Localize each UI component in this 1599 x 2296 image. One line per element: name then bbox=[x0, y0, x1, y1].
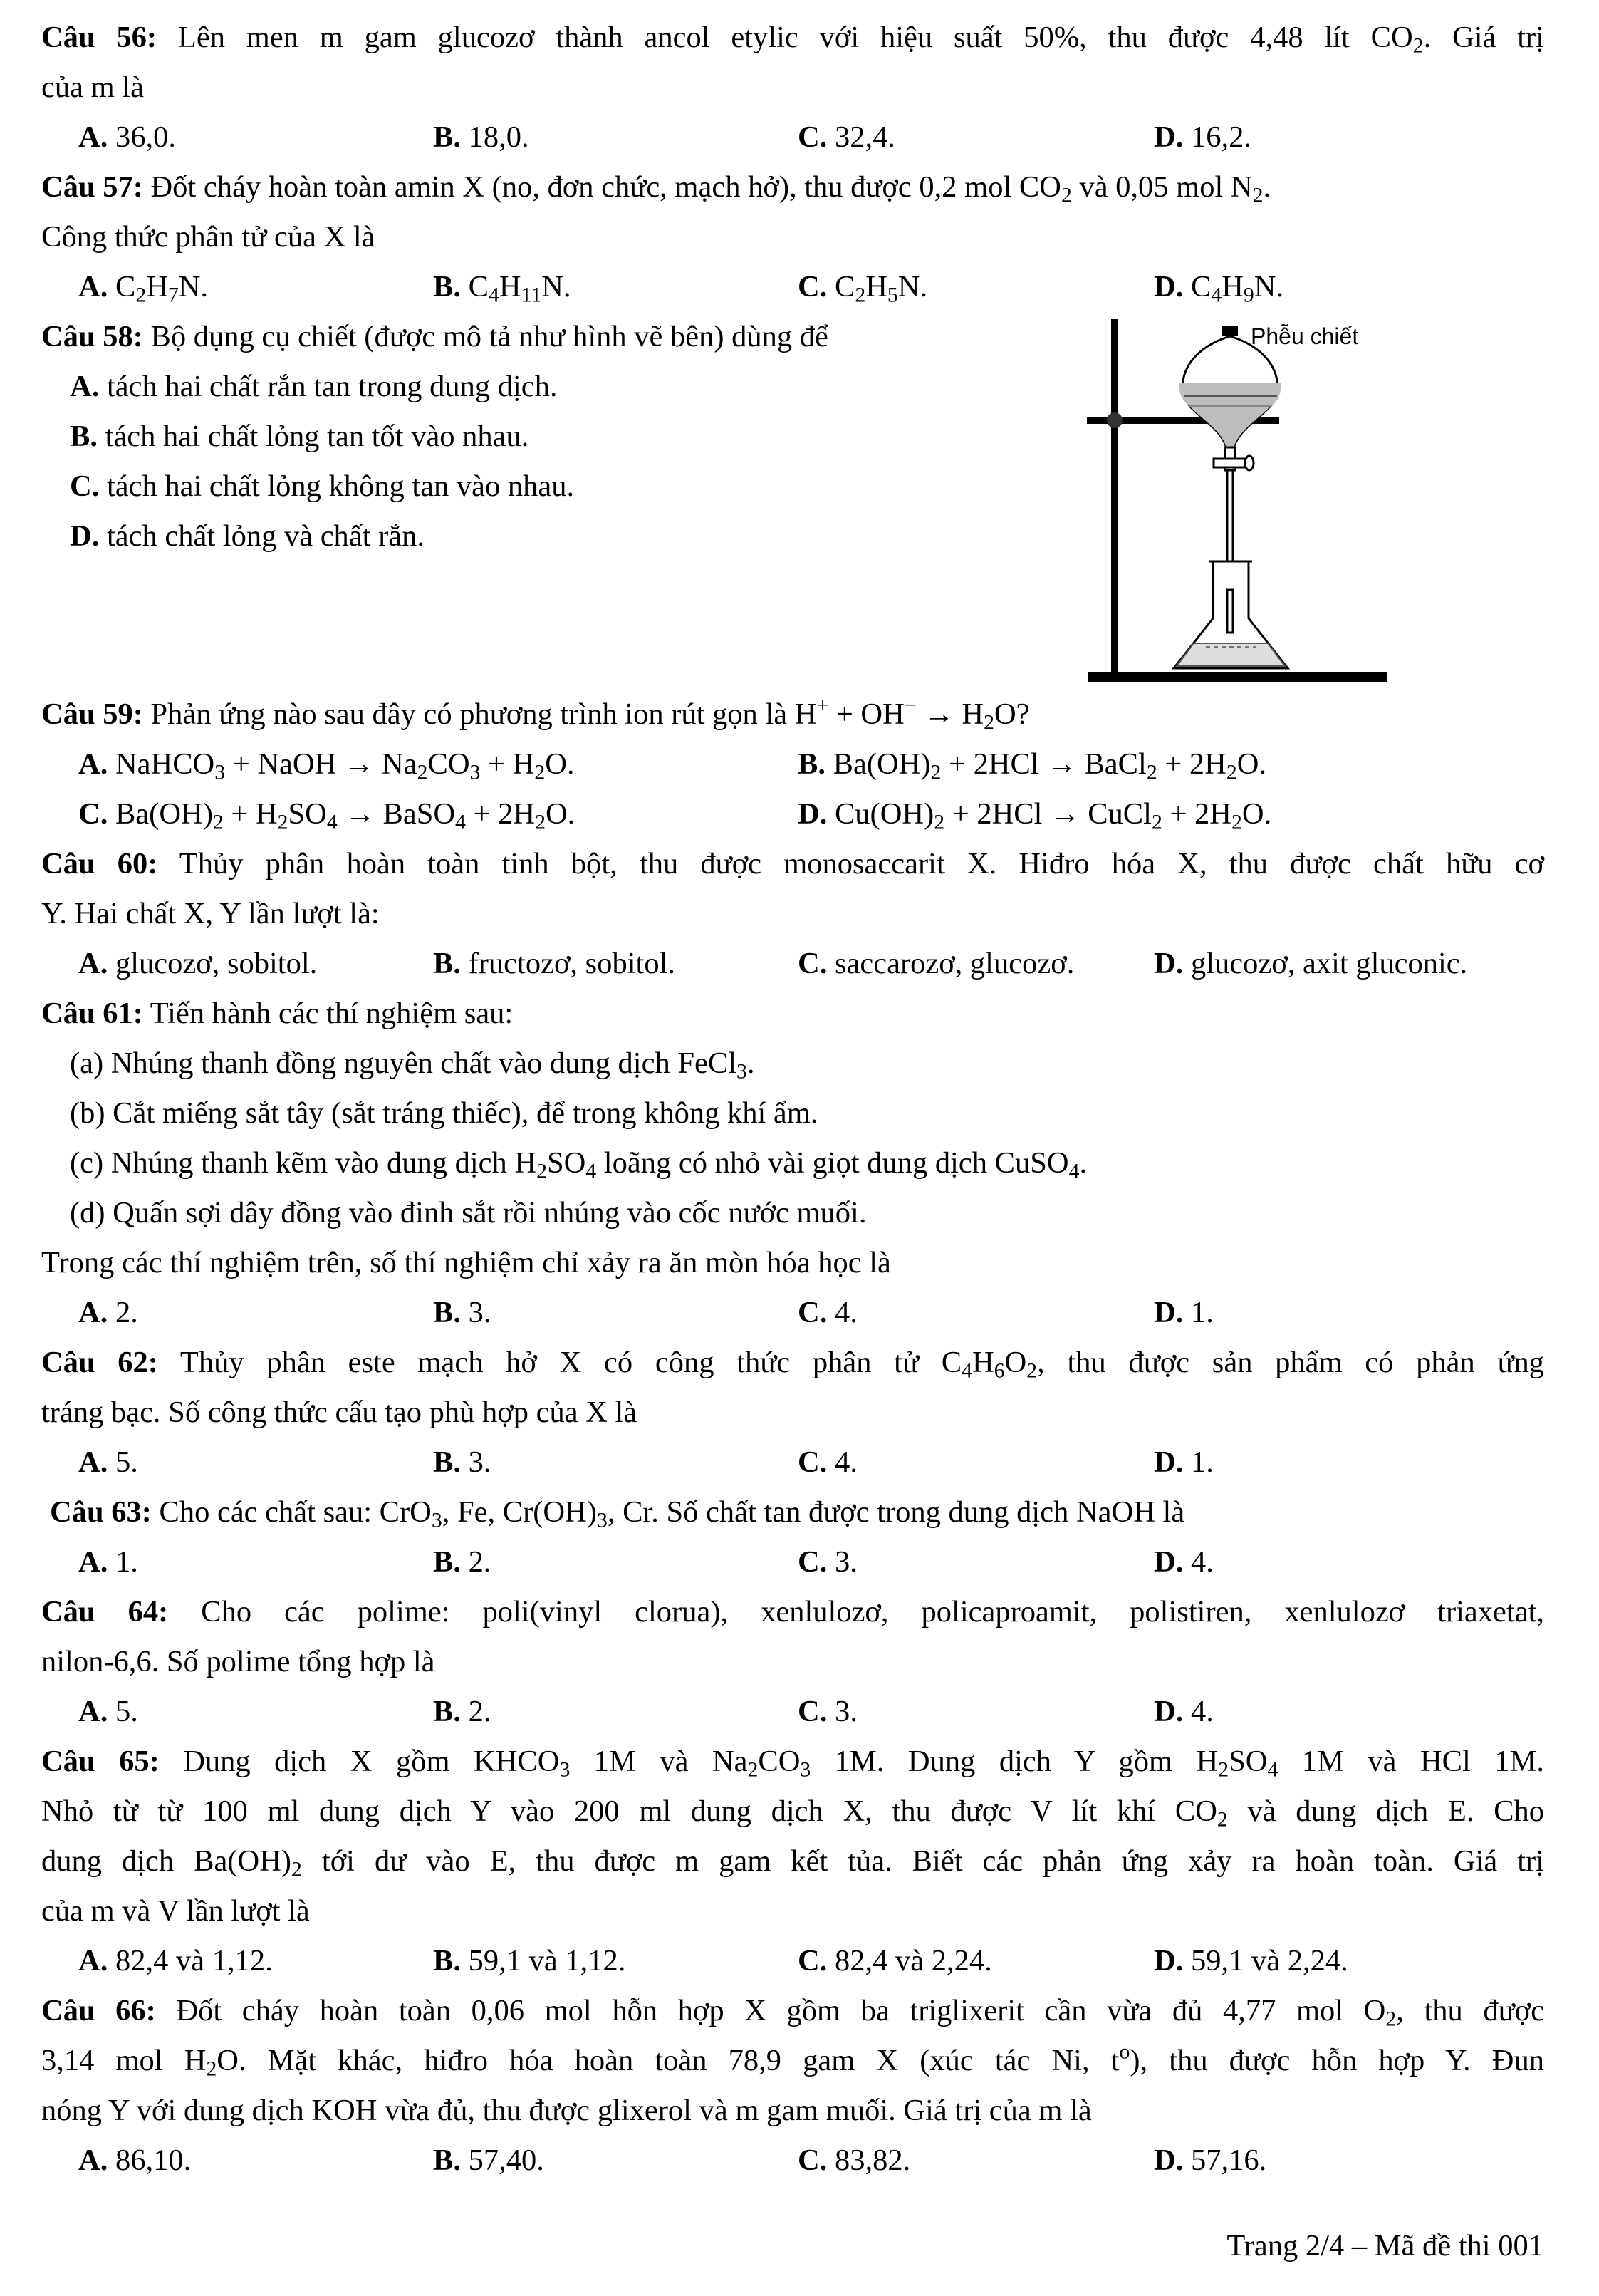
q61-question: Trong các thí nghiệm trên, số thí nghiệm chỉ xảy ra ăn mòn hóa học là bbox=[41, 1246, 891, 1279]
q57-option-b[interactable]: B. $C_4H_{11}N$. bbox=[433, 270, 571, 307]
q61-option-d[interactable]: D. 1. bbox=[1154, 1296, 1214, 1329]
q56-option-d[interactable]: D. 16,2. bbox=[1154, 120, 1251, 154]
separatory-funnel-figure bbox=[1067, 312, 1395, 690]
q65-stem-line3: dung dịch $Ba(OH)_2$ tới dư vào E, thu được m gam kết tủa. Biết các phản ứng xảy ra hoàn toàn. Giá trị bbox=[41, 1844, 1544, 1881]
q56-option-a[interactable]: A. 36,0. bbox=[78, 120, 176, 154]
page-footer: Trang 2/4 – Mã đề thi 001 bbox=[1226, 2229, 1543, 2263]
exam-page bbox=[41, 13, 1544, 2186]
q58-option-b[interactable]: B. tách hai chất lỏng tan tốt vào nhau. bbox=[70, 420, 529, 453]
q64-options bbox=[41, 1687, 1544, 1737]
q60-option-a[interactable]: A. glucozơ, sobitol. bbox=[78, 947, 318, 980]
q65-option-b[interactable]: B. 59,1 và 1,12. bbox=[433, 1944, 626, 1978]
q60-option-b[interactable]: B. fructozơ, sobitol. bbox=[433, 947, 676, 980]
q59-option-a[interactable]: A. NaHCO$_3$ + NaOH → $Na_2CO_3 + H_2O$. bbox=[78, 747, 575, 784]
q65-options bbox=[41, 1936, 1544, 1986]
q57-options bbox=[41, 262, 1544, 312]
q59-option-d[interactable]: D. $Cu(OH)_2 + 2HCl$ → CuCl$_2$ + $2H_2O$. bbox=[798, 797, 1272, 834]
q65-option-c[interactable]: C. 82,4 và 2,24. bbox=[798, 1944, 992, 1978]
stand-base bbox=[1088, 672, 1387, 682]
q66-stem-line2: 3,14 mol $H_2O$. Mặt khác, hiđro hóa hoàn toàn 78,9 gam X (xúc tác Ni, $t^o$), thu được hỗn hợp Y. Đun bbox=[41, 2040, 1544, 2081]
q61-item-c: (c) Nhúng thanh kẽm vào dung dịch $H_2SO_4$ loãng có nhỏ vài giọt dung dịch CuSO$_4$. bbox=[70, 1146, 1088, 1183]
clamp-screw bbox=[1107, 412, 1123, 428]
q62-option-c[interactable]: C. 4. bbox=[798, 1445, 858, 1479]
q63-option-d[interactable]: D. 4. bbox=[1154, 1545, 1214, 1579]
q63-options bbox=[41, 1537, 1544, 1587]
q60-option-d[interactable]: D. glucozơ, axit gluconic. bbox=[1154, 947, 1468, 980]
q63-stem: Câu 63: Cho các chất sau: CrO$_3$, Fe, $Cr(OH)_3$, Cr. Số chất tan được trong dung dịch NaOH là bbox=[50, 1495, 1185, 1532]
q59-options-row2 bbox=[41, 789, 1544, 839]
q59-option-b[interactable]: B. $Ba(OH)_2 + 2HCl$ → BaCl$_2$ + $2H_2O$. bbox=[798, 747, 1267, 784]
q56-stem: Câu 56: Lên men m gam glucozơ thành ancol etylic với hiệu suất 50%, thu được 4,48 lít $CO_2$. Giá trị bbox=[41, 21, 1544, 58]
q59-option-c[interactable]: C. $Ba(OH)_2 + H_2SO_4$ → BaSO$_4$ + $2H_2O$. bbox=[78, 797, 575, 834]
q65-stem-line2: Nhỏ từ từ 100 ml dung dịch Y vào 200 ml dung dịch X, thu được V lít khí $CO_2$ và dung dịch E. Cho bbox=[41, 1794, 1544, 1832]
q63-option-a[interactable]: A. 1. bbox=[78, 1545, 138, 1579]
q64-option-d[interactable]: D. 4. bbox=[1154, 1695, 1214, 1728]
q66-option-c[interactable]: C. 83,82. bbox=[798, 2144, 911, 2177]
q62-options bbox=[41, 1438, 1544, 1487]
q63-option-c[interactable]: C. 3. bbox=[798, 1545, 858, 1579]
q66-stem-line3: nóng Y với dung dịch KOH vừa đủ, thu được glixerol và m gam muối. Giá trị của m là bbox=[41, 2094, 1092, 2127]
q58-option-a[interactable]: A. tách hai chất rắn tan trong dung dịch. bbox=[70, 370, 558, 403]
q60-option-c[interactable]: C. saccarozơ, glucozơ. bbox=[798, 947, 1075, 980]
q62-option-b[interactable]: B. 3. bbox=[433, 1445, 491, 1479]
stopcock bbox=[1214, 459, 1246, 467]
q58-block bbox=[41, 312, 1544, 690]
q66-option-b[interactable]: B. 57,40. bbox=[433, 2144, 544, 2177]
q64-option-b[interactable]: B. 2. bbox=[433, 1695, 491, 1728]
q64-stem-line2: nilon-6,6. Số polime tổng hợp là bbox=[41, 1645, 435, 1678]
q58-stem: Câu 58: Bộ dụng cụ chiết (được mô tả như hình vẽ bên) dùng để bbox=[41, 320, 828, 353]
q60-stem-line2: Y. Hai chất X, Y lần lượt là: bbox=[41, 897, 380, 930]
q59-options-row1 bbox=[41, 739, 1544, 789]
q56-option-c[interactable]: C. 32,4. bbox=[798, 120, 895, 154]
q56-stem-line2: của m là bbox=[41, 71, 144, 104]
q66-options bbox=[41, 2136, 1544, 2186]
q56-options bbox=[41, 113, 1544, 162]
q65-option-d[interactable]: D. 59,1 và 2,24. bbox=[1154, 1944, 1348, 1978]
q57-stem: Câu 57: Đốt cháy hoàn toàn amin X (no, đơn chức, mạch hở), thu được 0,2 mol $CO_2$ và 0,05 mol $N_2$. bbox=[41, 170, 1271, 207]
q64-stem: Câu 64: Cho các polime: poli(vinyl clorua), xenlulozơ, policaproamit, polistiren, xenlulozơ triaxetat, bbox=[41, 1595, 1545, 1629]
q62-stem: Câu 62: Thủy phân este mạch hở X có công thức phân tử $C_4H_6O_2$, thu được sản phẩm có phản ứng bbox=[41, 1346, 1544, 1383]
q61-item-d: (d) Quấn sợi dây đồng vào đinh sắt rồi nhúng vào cốc nước muối. bbox=[70, 1196, 867, 1230]
q61-option-c[interactable]: C. 4. bbox=[798, 1296, 858, 1329]
q56-option-b[interactable]: B. 18,0. bbox=[433, 120, 529, 154]
q61-option-b[interactable]: B. 3. bbox=[433, 1296, 491, 1329]
q58-option-d[interactable]: D. tách chất lỏng và chất rắn. bbox=[70, 519, 425, 553]
funnel-liquid bbox=[1179, 383, 1281, 447]
q65-stem-line4: của m và V lần lượt là bbox=[41, 1894, 310, 1928]
q57-option-d[interactable]: D. $C_4H_9N$. bbox=[1154, 270, 1284, 307]
q60-options bbox=[41, 939, 1544, 989]
q65-option-a[interactable]: A. 82,4 và 1,12. bbox=[78, 1944, 273, 1978]
q58-option-c[interactable]: C. tách hai chất lỏng không tan vào nhau. bbox=[70, 469, 575, 503]
q59-stem: Câu 59: Phản ứng nào sau đây có phương trình ion rút gọn là $H^+ + OH^- \to H_2O$? bbox=[41, 693, 1030, 734]
funnel-stopper bbox=[1222, 326, 1238, 336]
q57-option-c[interactable]: C. $C_2H_5N$. bbox=[798, 270, 928, 307]
stand-rod bbox=[1111, 319, 1118, 675]
q61-item-b: (b) Cắt miếng sắt tây (sắt tráng thiếc), để trong không khí ẩm. bbox=[70, 1096, 818, 1130]
q66-option-d[interactable]: D. 57,16. bbox=[1154, 2144, 1267, 2177]
q63-option-b[interactable]: B. 2. bbox=[433, 1545, 491, 1579]
q64-option-c[interactable]: C. 3. bbox=[798, 1695, 858, 1728]
q61-option-a[interactable]: A. 2. bbox=[78, 1296, 138, 1329]
q60-stem: Câu 60: Thủy phân hoàn toàn tinh bột, thu được monosaccarit X. Hiđro hóa X, thu được chất hữu cơ bbox=[41, 847, 1544, 881]
q57-option-a[interactable]: A. $C_2H_7N$. bbox=[78, 270, 209, 307]
separatory-funnel-drawing bbox=[1067, 312, 1395, 690]
q65-stem: Câu 65: Dung dịch X gồm $KHCO_3$ 1M và $Na_2CO_3$ 1M. Dung dịch Y gồm $H_2SO_4$ 1M và HCl 1M. bbox=[41, 1745, 1544, 1782]
q66-stem: Câu 66: Đốt cháy hoàn toàn 0,06 mol hỗn hợp X gồm ba triglixerit cần vừa đủ 4,77 mol $O_2$, thu được bbox=[41, 1994, 1544, 2031]
funnel-stem-in-flask bbox=[1227, 590, 1233, 633]
figure-label: Phễu chiết bbox=[1251, 323, 1359, 349]
q61-options bbox=[41, 1288, 1544, 1338]
q64-option-a[interactable]: A. 5. bbox=[78, 1695, 138, 1728]
q58-text bbox=[41, 312, 1038, 561]
q62-option-a[interactable]: A. 5. bbox=[78, 1445, 138, 1479]
stopcock-handle bbox=[1245, 456, 1254, 470]
q61-item-a: (a) Nhúng thanh đồng nguyên chất vào dung dịch FeCl$_3$. bbox=[70, 1046, 755, 1084]
q61-stem: Câu 61: Tiến hành các thí nghiệm sau: bbox=[41, 997, 514, 1030]
q57-stem-line2: Công thức phân tử của X là bbox=[41, 220, 375, 254]
q62-stem-line2: tráng bạc. Số công thức cấu tạo phù hợp của X là bbox=[41, 1396, 637, 1429]
q66-option-a[interactable]: A. 86,10. bbox=[78, 2144, 192, 2177]
q62-option-d[interactable]: D. 1. bbox=[1154, 1445, 1214, 1479]
